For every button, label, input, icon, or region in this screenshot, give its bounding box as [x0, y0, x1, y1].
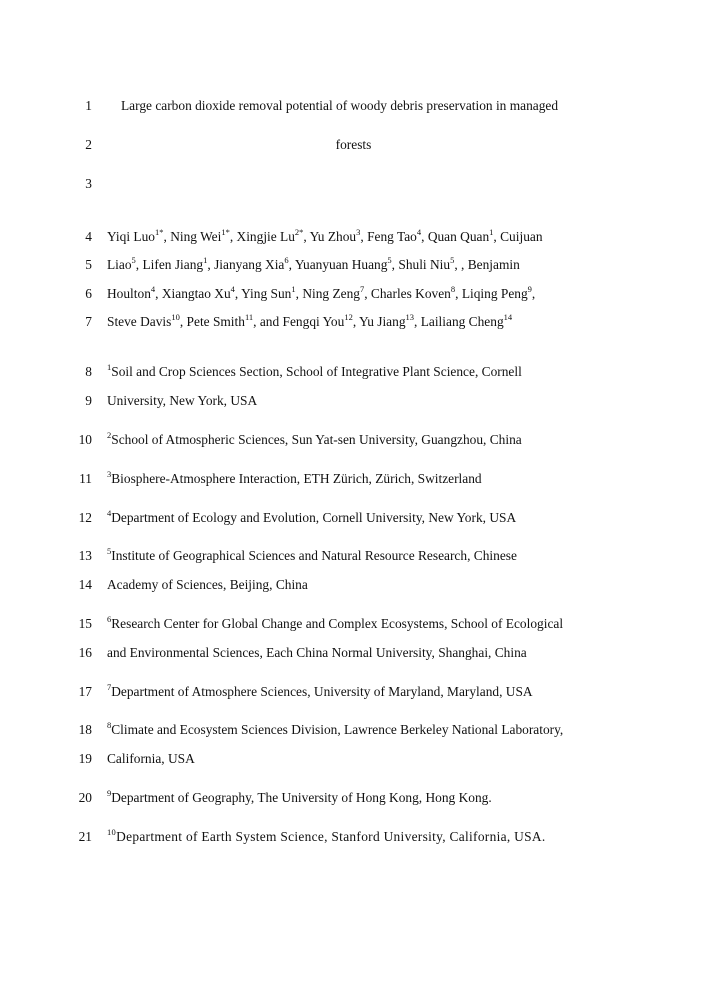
line-number: 14: [78, 577, 92, 592]
author-affiliation-mark: 14: [503, 311, 513, 322]
author-name: Lailiang Cheng: [420, 314, 504, 329]
paper-title-line-2: forests: [335, 137, 372, 152]
author-affiliation-mark: 12: [344, 311, 353, 322]
author-affiliation-mark: 10: [171, 311, 180, 322]
line-number: 9: [85, 393, 92, 408]
line-number: 17: [78, 684, 92, 699]
author-name: Ning Zeng: [302, 286, 360, 301]
author-name: Yu Zhou: [309, 229, 357, 244]
affiliation-7: $^7$Department of Atmosphere Sciences, University of Maryland, Maryland, USA: [107, 681, 533, 699]
line-number: 10: [78, 432, 92, 447]
affiliation-1-cont: University, New York, USA: [107, 393, 258, 408]
line-number: 1: [85, 98, 92, 113]
affiliation-mark: 2: [107, 429, 112, 440]
line-number: 11: [79, 471, 92, 486]
paper-title-line-1: Large carbon dioxide removal potential of woody debris preservation in managed: [121, 98, 559, 113]
author-affiliation-mark: 1*: [221, 226, 230, 237]
line-number: 3: [85, 176, 92, 191]
line-number: 7: [85, 314, 92, 329]
affiliation-5: $^5$Institute of Geographical Sciences and Natural Resource Research, Chinese: [107, 545, 517, 563]
author-name: Xingjie Lu: [236, 229, 295, 244]
affiliation-mark: 8: [107, 719, 112, 730]
line-number: 5: [85, 257, 92, 272]
affiliation-5-cont: Academy of Sciences, Beijing, China: [107, 577, 308, 592]
author-affiliation-mark: 13: [405, 311, 415, 322]
line-number: 16: [78, 645, 92, 660]
affiliation-mark: 5: [107, 545, 112, 556]
author-affiliation-mark: 5: [450, 254, 455, 265]
affiliation-mark: 1: [107, 361, 112, 372]
line-number: 18: [78, 722, 92, 737]
affiliation-mark: 10: [107, 826, 117, 837]
line-number: 2: [85, 137, 92, 152]
author-affiliation-mark: 1*: [155, 226, 164, 237]
author-name: Liqing Peng: [461, 286, 528, 301]
line-number: 19: [78, 751, 92, 766]
author-affiliation-mark: 11: [244, 311, 254, 322]
author-affiliation-mark: 4: [230, 283, 235, 294]
author-affiliation-mark: 5: [387, 254, 392, 265]
line-number: 4: [85, 229, 92, 244]
affiliation-mark: 6: [107, 613, 112, 624]
author-name: Ying Sun: [241, 286, 292, 301]
line-number: 13: [78, 548, 92, 563]
author-name: Charles Koven: [370, 286, 451, 301]
line-number: 20: [78, 790, 92, 805]
author-affiliation-mark: 6: [284, 254, 289, 265]
line-number: 21: [78, 829, 92, 844]
author-affiliation-mark: 3: [356, 226, 361, 237]
author-name: Yiqi Luo: [107, 229, 155, 244]
author-name: Lifen Jiang: [142, 257, 204, 272]
affiliation-4: $^4$Department of Ecology and Evolution, Cornell University, New York, USA: [107, 507, 517, 525]
affiliation-8-cont: California, USA: [107, 751, 195, 766]
author-affiliation-mark: 1: [291, 283, 296, 294]
author-affiliation-mark: 8: [450, 283, 456, 294]
author-affiliation-mark: 5: [131, 254, 136, 265]
author-name: Ning Wei: [170, 229, 222, 244]
affiliation-3: $^3$Biosphere-Atmosphere Interaction, ETH Zürich, Zürich, Switzerland: [107, 468, 482, 486]
affiliation-8: $^8$Climate and Ecosystem Sciences Division, Lawrence Berkeley National Laboratory,: [107, 719, 564, 737]
author-list-line-1: Yiqi Luo$^{1*}$, Ning Wei$^{1*}$, Xingjie $Lu^{2*}$, Yu Zhou$^3$, Feng Tao$^4$, Quan Quan$^1$, Cuijuan: [107, 226, 543, 244]
author-name: Steve Davis: [107, 314, 172, 329]
affiliation-mark: 3: [107, 468, 112, 479]
affiliation-10: $^{10}$Department of Earth System Science, Stanford University, California, USA.: [107, 826, 546, 844]
author-affiliation-mark: 9: [527, 283, 532, 294]
line-number: 12: [78, 510, 92, 525]
author-affiliation-mark: 2*: [294, 226, 304, 237]
affiliation-6-cont: and Environmental Sciences, Each China Normal University, Shanghai, China: [107, 645, 527, 660]
affiliation-mark: 9: [107, 787, 112, 798]
affiliation-mark: 7: [107, 681, 112, 692]
author-name: Xiangtao Xu: [161, 286, 231, 301]
affiliation-1: $^1$Soil and Crop Sciences Section, School of Integrative Plant Science, Cornell: [107, 361, 522, 379]
affiliation-mark: 4: [107, 507, 112, 518]
author-name: Pete Smith: [186, 314, 245, 329]
author-name: Feng Tao: [367, 229, 417, 244]
author-affiliation-mark: 1: [489, 226, 494, 237]
author-list-line-3: Houlton$^4$, Xiangtao Xu$^4$, Ying Sun$^1$, Ning Zeng$^7$, Charles Koven$^8$, Liqing Peng$^9$,: [107, 283, 536, 301]
author-affiliation-mark: 7: [359, 283, 365, 294]
author-name: Yuanyuan Huang: [294, 257, 388, 272]
author-list-line-2: Liao$^5$, Lifen Jiang$^1$, Jianyang Xia$^6$, Yuanyuan Huang$^5$, Shuli Niu$^5$, , Benjamin: [107, 254, 520, 272]
line-number: 8: [85, 364, 92, 379]
author-affiliation-mark: 4: [416, 226, 422, 237]
affiliation-9: $^9$Department of Geography, The University of Hong Kong, Hong Kong.: [107, 787, 492, 805]
author-affiliation-mark: 1: [203, 254, 208, 265]
author-name: Shuli Niu: [398, 257, 451, 272]
affiliation-6: $^6$Research Center for Global Change and Complex Ecosystems, School of Ecological: [107, 613, 564, 631]
author-name: Quan Quan: [427, 229, 490, 244]
author-affiliation-mark: 4: [150, 283, 156, 294]
author-list-line-4: Steve Davis$^{10}$, Pete Smith$^{11}$, and Fengqi You$^{12}$, Yu Jiang$^{13}$, Lailiang Cheng$^{14}$: [107, 311, 513, 329]
author-name: Yu Jiang: [359, 314, 406, 329]
line-number: 6: [85, 286, 92, 301]
affiliation-2: $^2$School of Atmospheric Sciences, Sun Yat-sen University, Guangzhou, China: [107, 429, 522, 447]
line-number: 15: [78, 616, 92, 631]
author-name: Jianyang Xia: [214, 257, 285, 272]
author-name: Fengqi You: [282, 314, 345, 329]
